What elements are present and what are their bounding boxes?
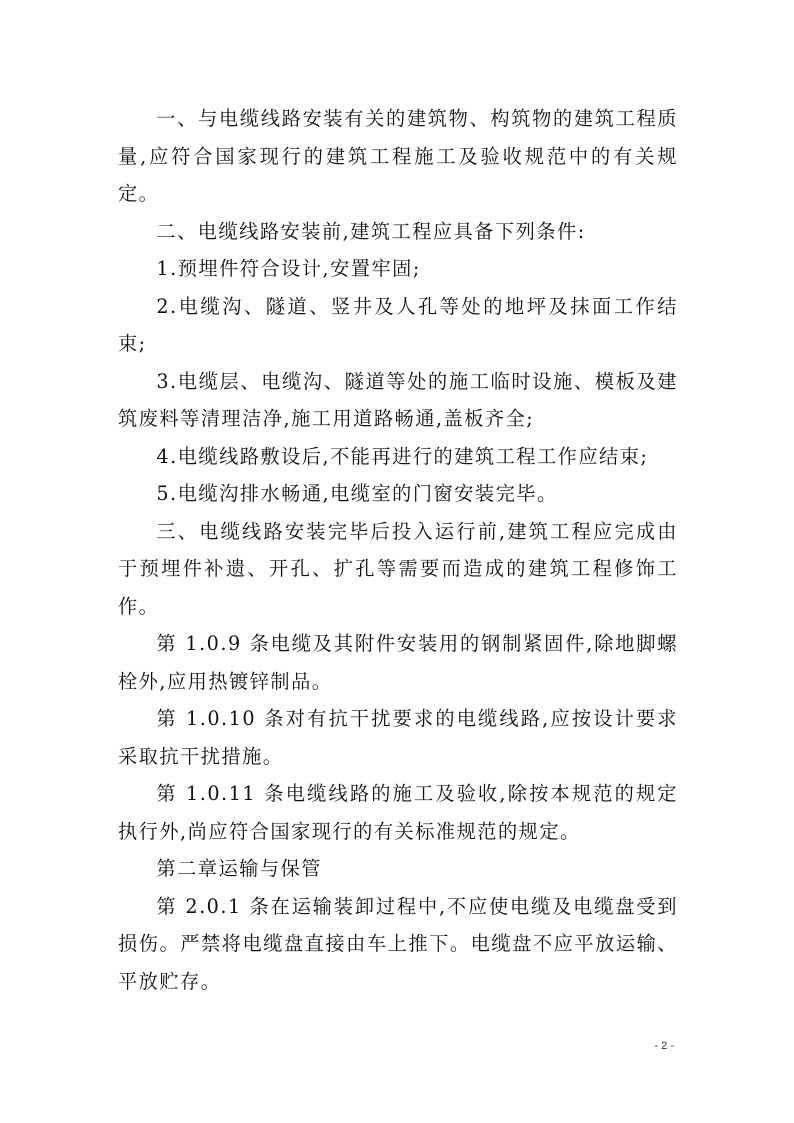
document-body (118, 100, 678, 1000)
paragraph-3: 1.预埋件符合设计,安置牢固; (156, 257, 421, 280)
paragraph-4: 2.电缆沟、隧道、竖井及人孔等处的地坪及抹面工作结束; (118, 294, 678, 355)
paragraph-11: 第 1.0.11 条电缆线路的施工及验收,除按本规范的规定执行外,尚应符合国家现行的有关标准规范的规定。 (118, 782, 678, 843)
paragraph-7: 5.电缆沟排水畅通,电缆室的门窗安装完毕。 (156, 482, 558, 505)
paragraph-12: 第 2.0.1 条在运输装卸过程中,不应使电缆及电缆盘受到损伤。严禁将电缆盘直接由车上推下。电缆盘不应平放运输、平放贮存。 (118, 894, 678, 993)
paragraph-8: 三、电缆线路安装完毕后投入运行前,建筑工程应完成由于预埋件补遗、开孔、扩孔等需要而造成的建筑工程修饰工作。 (118, 519, 678, 618)
chapter-heading: 第二章运输与保管 (156, 857, 322, 880)
paragraph-9: 第 1.0.9 条电缆及其附件安装用的钢制紧固件,除地脚螺栓外,应用热镀锌制品。 (118, 632, 678, 693)
paragraph-2: 二、电缆线路安装前,建筑工程应具备下列条件: (156, 219, 586, 243)
paragraph-10: 第 1.0.10 条对有抗干扰要求的电缆线路,应按设计要求采取抗干扰措施。 (118, 707, 678, 768)
page-number: - 2 - (654, 1040, 674, 1052)
paragraph-1: 一、与电缆线路安装有关的建筑物、构筑物的建筑工程质量,应符合国家现行的建筑工程施工及验收规范中的有关规定。 (118, 107, 678, 205)
paragraph-5: 3.电缆层、电缆沟、隧道等处的施工临时设施、模板及建筑废料等清理洁净,施工用道路畅通,盖板齐全; (118, 369, 678, 430)
paragraph-6: 4.电缆线路敷设后,不能再进行的建筑工程工作应结束; (156, 444, 649, 468)
